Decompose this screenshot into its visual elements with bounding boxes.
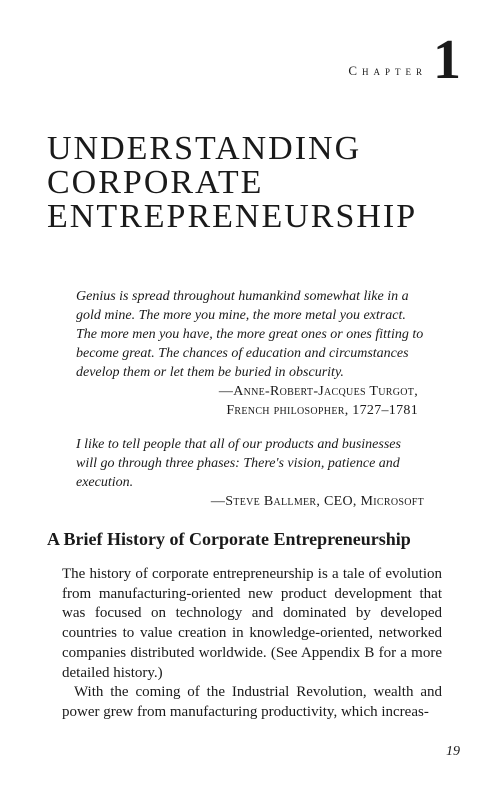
chapter-label: Chapter [348,62,427,78]
chapter-title-line: ENTREPRENEURSHIP [47,198,418,235]
chapter-title-line: CORPORATE [47,164,264,201]
chapter-title-line: UNDERSTANDING [47,130,362,167]
section-heading: A Brief History of Corporate Entrepreneurship [47,529,411,549]
chapter-heading [348,29,461,91]
page-number: 19 [446,744,460,759]
epigraph [76,287,424,420]
epigraph-quote: I like to tell people that all of our products and businesses will go through three phases: There's vision, patience and execution. [76,437,401,490]
epigraph-attribution: French philosopher, 1727–1781 [226,403,418,418]
epigraph-attribution: —Steve Ballmer, CEO, Microsoft [210,494,424,509]
body-text [62,565,442,723]
epigraph [76,435,424,511]
chapter-number: 1 [433,29,461,91]
body-paragraph: The history of corporate entrepreneurship is a tale of evolution from manufacturing-oriented new product development that was focused on technology and dominated by developed countries to value creation in knowledge-oriented, networked companies distributed worldwide. (See Appendix B for a more detailed history.) [62,566,442,681]
epigraph-attribution: —Anne-Robert-Jacques Turgot, [218,384,418,399]
chapter-title [47,132,457,234]
body-paragraph: With the coming of the Industrial Revolution, wealth and power grew from manufacturing productivity, which increas- [62,684,442,720]
epigraph-quote: Genius is spread throughout humankind somewhat like in a gold mine. The more you mine, the more metal you extract. The more men you have, the more great ones or ones fitting to become great. The chances of education and circumstances develop them or let them be buried in obscurity. [76,289,424,380]
